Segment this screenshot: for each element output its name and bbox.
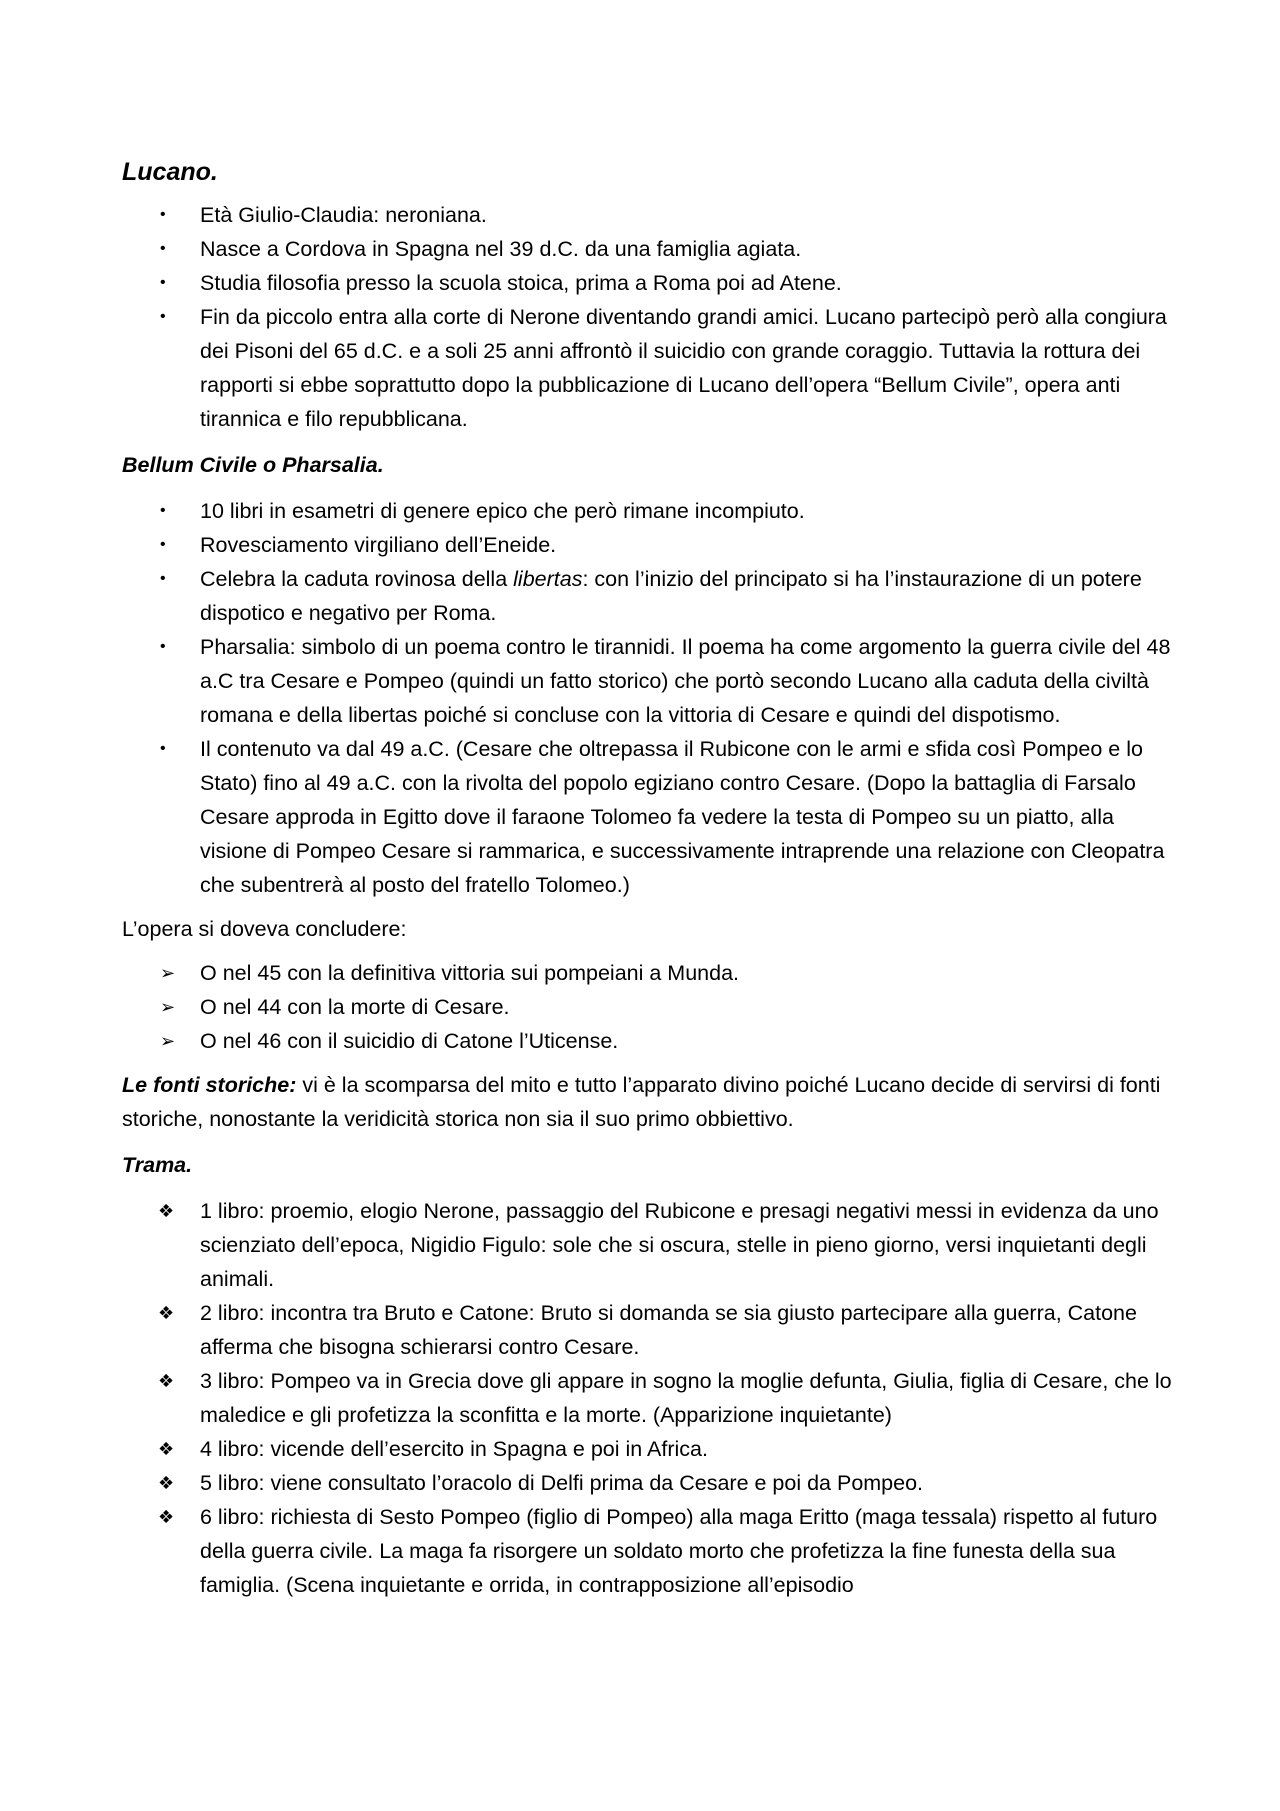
bullet-icon: • bbox=[160, 206, 166, 223]
bullet-icon: • bbox=[160, 570, 166, 587]
section-heading-plot: Trama. bbox=[122, 1153, 193, 1177]
bullet-icon: • bbox=[160, 308, 166, 325]
list-item: ➢ O nel 45 con la definitiva vittoria sui pompeiani a Munda. bbox=[122, 956, 1182, 990]
libertas-emphasis: libertas bbox=[513, 567, 583, 591]
list-item: ❖ 1 libro: proemio, elogio Nerone, passaggio del Rubicone e presagi negativi messi in evidenza da uno scienziato dell’epoca, Nigidio Figulo: sole che si oscura, stelle in pieno giorno, versi inquietanti degli animali. bbox=[122, 1194, 1182, 1296]
bullet-icon: • bbox=[160, 740, 166, 757]
list-item: • Studia filosofia presso la scuola stoica, prima a Roma poi ad Atene. bbox=[122, 266, 1182, 300]
list-item: ❖ 5 libro: viene consultato l’oracolo di Delfi prima da Cesare e poi da Pompeo. bbox=[122, 1466, 1182, 1500]
diamond-icon: ❖ bbox=[158, 1371, 175, 1391]
list-item: • Il contenuto va dal 49 a.C. (Cesare che oltrepassa il Rubicone con le armi e sfida così Pompeo e lo Stato) fino al 49 a.C. con la rivolta del popolo egiziano contro Cesare. (Dopo la battaglia di Farsalo Cesare approda in Egitto dove il faraone Tolomeo fa vedere la testa di Pompeo su un piatto, alla visione di Pompeo Cesare si rammarica, e successivamente intraprende una relazione con Cleopatra che subentrerà al posto del fratello Tolomeo.) bbox=[122, 732, 1182, 902]
list-item: ❖ 2 libro: incontra tra Bruto e Catone: Bruto si domanda se sia giusto partecipare alla guerra, Catone afferma che bisogna schierarsi contro Cesare. bbox=[122, 1296, 1182, 1364]
page-title: Lucano. bbox=[122, 158, 218, 186]
plot-list bbox=[122, 1194, 1182, 1602]
bullet-icon: • bbox=[160, 240, 166, 257]
diamond-icon: ❖ bbox=[158, 1201, 175, 1221]
ending-list bbox=[122, 956, 1182, 1058]
section-heading-bellum: Bellum Civile o Pharsalia. bbox=[122, 453, 384, 477]
bullet-icon: • bbox=[160, 638, 166, 655]
document-content bbox=[122, 152, 1182, 1612]
diamond-icon: ❖ bbox=[158, 1439, 175, 1459]
sources-text: vi è la scomparsa del mito e tutto l’apparato divino poiché Lucano decide di servirsi di fonti storiche, nonostante la veridicità storica non sia il suo primo obbiettivo. bbox=[122, 1073, 1161, 1131]
arrow-icon: ➢ bbox=[160, 997, 176, 1017]
diamond-icon: ❖ bbox=[158, 1473, 175, 1493]
sources-lead: Le fonti storiche: bbox=[122, 1073, 297, 1097]
list-item: ➢ O nel 46 con il suicidio di Catone l’Uticense. bbox=[122, 1024, 1182, 1058]
list-item: ❖ 3 libro: Pompeo va in Grecia dove gli appare in sogno la moglie defunta, Giulia, figlia di Cesare, che lo maledice e gli profetizza la sconfitta e la morte. (Apparizione inquietante) bbox=[122, 1364, 1182, 1432]
list-item: • Fin da piccolo entra alla corte di Nerone diventando grandi amici. Lucano partecipò però alla congiura dei Pisoni del 65 d.C. e a soli 25 anni affrontò il suicidio con grande coraggio. Tuttavia la rottura dei rapporti si ebbe soprattutto dopo la pubblicazione di Lucano dell’opera “Bellum Civile”, opera anti tirannica e filo repubblicana. bbox=[122, 300, 1182, 436]
bio-list bbox=[122, 198, 1182, 436]
list-item: • Pharsalia: simbolo di un poema contro le tirannidi. Il poema ha come argomento la guerra civile del 48 a.C tra Cesare e Pompeo (quindi un fatto storico) che portò secondo Lucano alla caduta della civiltà romana e della libertas poiché si concluse con la vittoria di Cesare e quindi del dispotismo. bbox=[122, 630, 1182, 732]
diamond-icon: ❖ bbox=[158, 1303, 175, 1323]
bullet-icon: • bbox=[160, 274, 166, 291]
ending-intro: L’opera si doveva concludere: bbox=[122, 917, 407, 941]
bellum-list bbox=[122, 494, 1182, 902]
arrow-icon: ➢ bbox=[160, 963, 176, 983]
list-item: • Nasce a Cordova in Spagna nel 39 d.C. da una famiglia agiata. bbox=[122, 232, 1182, 266]
list-item: ❖ 4 libro: vicende dell’esercito in Spagna e poi in Africa. bbox=[122, 1432, 1182, 1466]
diamond-icon: ❖ bbox=[158, 1507, 175, 1527]
list-item: • Celebra la caduta rovinosa della libertas: con l’inizio del principato si ha l’instaurazione di un potere dispotico e negativo per Roma. bbox=[122, 562, 1182, 630]
list-item: ➢ O nel 44 con la morte di Cesare. bbox=[122, 990, 1182, 1024]
sources-paragraph bbox=[122, 1068, 1182, 1136]
bullet-icon: • bbox=[160, 536, 166, 553]
bullet-icon: • bbox=[160, 502, 166, 519]
list-item: ❖ 6 libro: richiesta di Sesto Pompeo (figlio di Pompeo) alla maga Eritto (maga tessala) rispetto al futuro della guerra civile. La maga fa risorgere un soldato morto che profetizza la fine funesta della sua famiglia. (Scena inquietante e orrida, in contrapposizione all’episodio bbox=[122, 1500, 1182, 1602]
list-item: • Età Giulio-Claudia: neroniana. bbox=[122, 198, 1182, 232]
list-item: • 10 libri in esametri di genere epico che però rimane incompiuto. bbox=[122, 494, 1182, 528]
arrow-icon: ➢ bbox=[160, 1031, 176, 1051]
list-item: • Rovesciamento virgiliano dell’Eneide. bbox=[122, 528, 1182, 562]
